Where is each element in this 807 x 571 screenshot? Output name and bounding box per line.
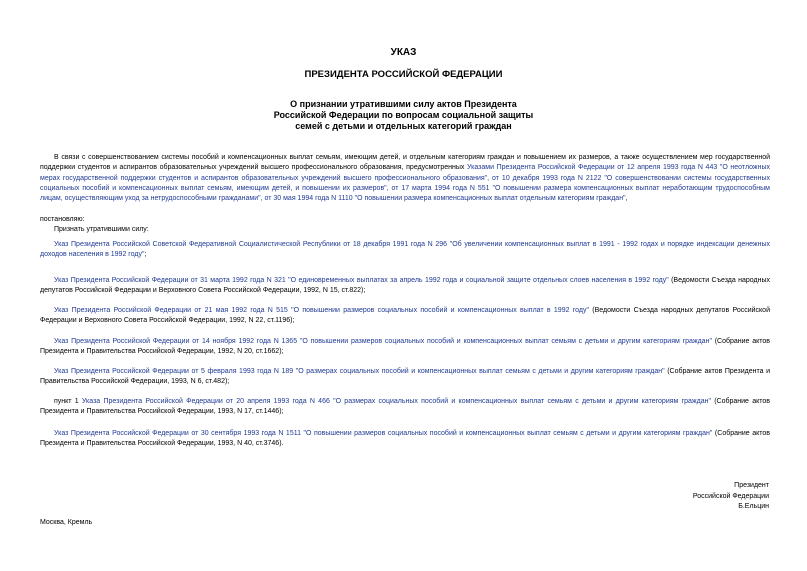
signature-title: Президент: [734, 482, 769, 489]
signature-name: Б.Ельцин: [738, 503, 769, 511]
item-source: ;: [144, 251, 147, 259]
item-source: (Собрание актов Президента и Правительства Российской Федерации, 1992, N 20, ст.1662);: [40, 338, 770, 356]
decree-link[interactable]: Указ Президента Российской Федерации от 5 февраля 1993 года N 189 "О размерах социальных пособий и компенсационных выплат семьям с детьми и другим категориям граждан": [54, 368, 665, 375]
recognize-heading: Признать утратившими силу:: [54, 226, 149, 233]
decree-link[interactable]: Указ Президента Российской Федерации от 30 сентября 1993 года N 1511 "О повышении размеров социальных пособий и компенсационных выплат семьям с детьми и другим категориям граждан": [54, 430, 713, 437]
subject-line: Российской Федерации по вопросам социальной защиты: [273, 110, 534, 121]
list-item: [40, 337, 770, 358]
list-item: [40, 276, 770, 297]
item-source: (Ведомости Съезда народных депутатов Российской Федерации и Верховного Совета Российской Федерации, 1992, N 22, ст.1196);: [40, 307, 770, 325]
list-item: [40, 397, 770, 418]
list-item: [40, 240, 770, 261]
item-source: (Собрание актов Президента и Правительства Российской Федерации, 1993, N 6, ст.482);: [40, 368, 770, 386]
list-item: [40, 306, 770, 327]
item-source: (Собрание актов Президента и Правительства Российской Федерации, 1993, N 40, ст.3746).: [40, 430, 770, 448]
signing-place: Москва, Кремль: [40, 519, 93, 526]
decree-link[interactable]: Указ Президента Российской Советской Федеративной Социалистической Республики от 18 декабря 1991 года N 296 "Об увеличении компенсационных выплат в 1991 - 1992 годах и порядке индексации денежных доходов населения в 1992 году": [40, 241, 770, 259]
signature-block: [693, 481, 769, 513]
intro-decrees-link[interactable]: Указами Президента Российской Федерации от 12 апреля 1993 года N 443 "О неотложных мерах государственной поддержки студентов и аспирантов образовательных учреждений высшего профессионального образования", от 10 декабря 1993 года N 2122 "О совершенствовании системы государственных социальных пособий и компенсационных выплат семьям, имеющим детей, и повышении их размеров", от 17 марта 1994 года N 551 "О повышении размера компенсационных выплат неработающим трудоспособным лицам, осуществляющим уход за нетрудоспособными гражданами", от 30 мая 1994 года N 1110 "О повышении размера компенсационных выплат отдельным категориям граждан": [40, 164, 770, 203]
decree-link[interactable]: Указ Президента Российской Федерации от 14 ноября 1992 года N 1365 "О повышении размеров социальных пособий и компенсационных выплат семьям с детьми и другим категориям граждан": [54, 338, 712, 345]
decree-subject: [0, 99, 807, 133]
decree-word: постановляю:: [40, 216, 85, 223]
item-prefix: пункт 1: [54, 398, 82, 405]
subject-line: О признании утратившими силу актов Президента: [290, 99, 517, 109]
list-item: [40, 429, 770, 450]
decree-link[interactable]: Указа Президента Российской Федерации от 20 апреля 1993 года N 466 "О размерах социальных пособий и компенсационных выплат семьям с детьми и другим категориям граждан": [81, 398, 711, 405]
subject-line: семей с детьми и отдельных категорий граждан: [295, 121, 512, 132]
item-source: (Собрание актов Президента и Правительства Российской Федерации, 1993, N 17, ст.1446);: [40, 398, 770, 416]
list-item: [40, 367, 770, 388]
intro-text: В связи с совершенствованием системы пособий и компенсационных выплат семьям, имеющим детей, и отдельным категориям граждан и повышением их размеров, а также осуществлением мер государственной поддержки студентов и аспирантов образовательных учреждений высшего профессионального образования, предусмотренных: [40, 154, 770, 172]
item-source: (Ведомости Съезда народных депутатов Российской Федерации и Верховного Совета Российской Федерации, 1992, N 15, ст.822);: [40, 277, 770, 295]
decree-link[interactable]: Указ Президента Российской Федерации от 21 мая 1992 года N 515 "О повышении размеров социальных пособий и компенсационных выплат в 1992 году": [54, 307, 589, 314]
document-type-title: УКАЗ: [390, 47, 417, 58]
intro-tail: ,: [625, 195, 628, 203]
intro-paragraph: [40, 153, 770, 204]
issuer-title: ПРЕЗИДЕНТА РОССИЙСКОЙ ФЕДЕРАЦИИ: [304, 69, 503, 80]
decree-link[interactable]: Указ Президента Российской Федерации от 31 марта 1992 года N 321 "О единовременных выплатах за апрель 1992 года и социальной защите отдельных слоев населения в 1992 году": [54, 277, 669, 284]
signature-country: Российской Федерации: [692, 492, 769, 500]
